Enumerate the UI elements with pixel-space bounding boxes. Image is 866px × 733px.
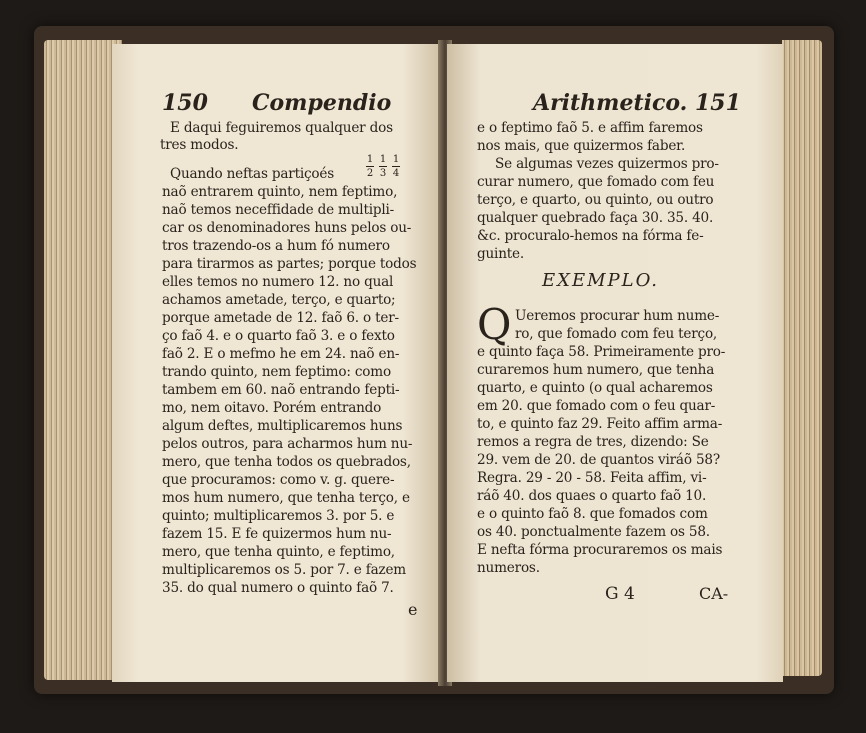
fraction-numerator: 1 <box>392 154 400 165</box>
text-line: quinto; multiplicaremos 3. por 5. e <box>162 508 395 524</box>
text-line: &c. procuralo-hemos na fórma fe- <box>477 228 704 244</box>
text-line: 35. do qual numero o quinto faõ 7. <box>162 580 394 596</box>
text-line: fazem 15. E fe quizermos hum nu- <box>162 526 392 542</box>
left-running-head: Compendio <box>252 90 392 116</box>
text-line: E daqui feguiremos qualquer dos <box>170 120 393 136</box>
text-line: pelos outros, para acharmos hum nu- <box>162 436 413 452</box>
text-line: trando quinto, nem feptimo: como <box>162 364 391 380</box>
text-line: mos hum numero, que tenha terço, e <box>162 490 410 506</box>
page-edges-left <box>44 40 122 680</box>
text-line: que procuramos: como v. g. quere- <box>162 472 395 488</box>
fraction <box>379 154 387 179</box>
text-line: tros trazendo-os a hum fó numero <box>162 238 390 254</box>
text-line: achamos ametade, terço, e quarto; <box>162 292 396 308</box>
drop-cap: Q <box>477 300 512 349</box>
text-line: remos a regra de tres, dizendo: Se <box>477 434 709 450</box>
text-line: E nefta fórma procuraremos os mais <box>477 542 723 558</box>
text-line: terço, e quarto, ou quinto, ou outro <box>477 192 714 208</box>
text-line: Regra. 29 - 20 - 58. Feita affim, vi- <box>477 470 707 486</box>
fraction-numerator: 1 <box>379 154 387 165</box>
fraction-denominator: 2 <box>366 168 374 179</box>
fraction-numerator: 1 <box>366 154 374 165</box>
text-line: tres modos. <box>160 137 239 153</box>
fraction-group <box>366 154 400 179</box>
text-line: mero, que tenha quinto, e feptimo, <box>162 544 395 560</box>
page-edges-right <box>782 40 822 676</box>
text-line: para tirarmos as partes; porque todos <box>162 256 417 272</box>
text-line: mero, que tenha todos os quebrados, <box>162 454 411 470</box>
text-line: naõ entrarem quinto, nem feptimo, <box>162 184 398 200</box>
fraction <box>392 154 400 179</box>
fraction-denominator: 4 <box>392 168 400 179</box>
text-line: tambem em 60. naõ entrando fepti- <box>162 382 400 398</box>
text-line: Ueremos procurar hum nume- <box>515 308 720 324</box>
text-line: algum deftes, multiplicaremos huns <box>162 418 403 434</box>
text-line: numeros. <box>477 560 540 576</box>
fraction-bar <box>392 166 400 167</box>
text-line: ráõ 40. dos quaes o quarto faõ 10. <box>477 488 707 504</box>
text-line: e quinto faça 58. Primeiramente pro- <box>477 344 726 360</box>
right-page <box>447 44 783 682</box>
text-line: Quando neftas partiçoés <box>170 166 334 182</box>
text-line: curaremos hum numero, que tenha <box>477 362 715 378</box>
catchword: CA- <box>699 584 729 603</box>
text-line: e o feptimo faõ 5. e affim faremos <box>477 120 703 136</box>
example-heading: EXEMPLO. <box>542 270 660 291</box>
text-line: porque ametade de 12. faõ 6. o ter- <box>162 310 399 326</box>
right-page-number: 151 <box>695 90 741 116</box>
text-line: naõ temos neceffidade de multipli- <box>162 202 395 218</box>
text-line: ro, que fomado com feu terço, <box>515 326 718 342</box>
signature-mark: G 4 <box>605 584 635 604</box>
fraction-denominator: 3 <box>379 168 387 179</box>
text-line: curar numero, que fomado com feu <box>477 174 715 190</box>
text-line: nos mais, que quizermos faber. <box>477 138 686 154</box>
text-line: car os denominadores huns pelos ou- <box>162 220 412 236</box>
text-line: elles temos no numero 12. no qual <box>162 274 394 290</box>
text-line: mo, nem oitavo. Porém entrando <box>162 400 382 416</box>
text-line: os 40. ponctualmente fazem os 58. <box>477 524 710 540</box>
fraction <box>366 154 374 179</box>
text-line: em 20. que fomado com o feu quar- <box>477 398 716 414</box>
text-line: guinte. <box>477 246 524 262</box>
left-page <box>112 44 442 682</box>
text-line: Se algumas vezes quizermos pro- <box>495 156 719 172</box>
text-line: quarto, e quinto (o qual acharemos <box>477 380 713 396</box>
fraction-bar <box>366 166 374 167</box>
text-line: to, e quinto faz 29. Feito affim arma- <box>477 416 723 432</box>
text-line: e o quinto faõ 8. que fomados com <box>477 506 708 522</box>
text-line: qualquer quebrado faça 30. 35. 40. <box>477 210 714 226</box>
text-line: multiplicaremos os 5. por 7. e fazem <box>162 562 406 578</box>
fraction-bar <box>379 166 387 167</box>
text-line: faõ 2. E o mefmo he em 24. naõ en- <box>162 346 400 362</box>
text-line: ço faõ 4. e o quarto faõ 3. e o fexto <box>162 328 395 344</box>
catchword: e <box>408 600 418 619</box>
left-page-number: 150 <box>162 90 208 116</box>
text-line: 29. vem de 20. de quantos viráõ 58? <box>477 452 720 468</box>
right-running-head: Arithmetico. <box>533 90 688 116</box>
